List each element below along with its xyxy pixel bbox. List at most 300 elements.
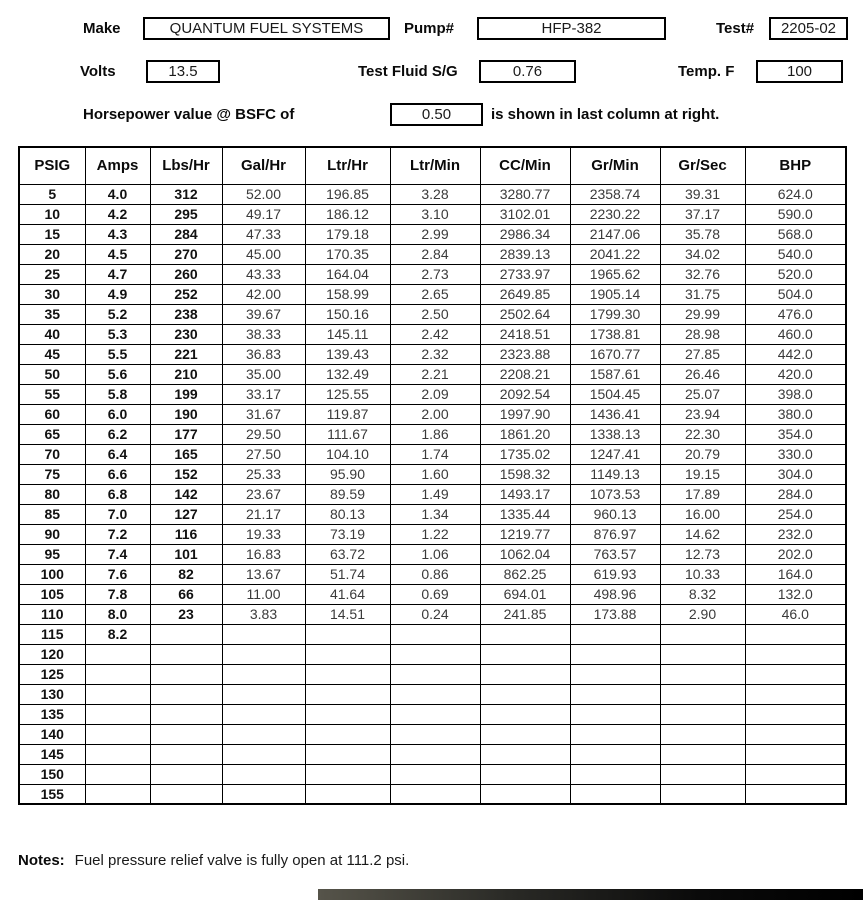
table-cell: 35.78 <box>660 224 745 244</box>
table-cell <box>222 644 305 664</box>
table-header-row <box>19 147 846 184</box>
table-cell <box>660 684 745 704</box>
table-row <box>19 384 846 404</box>
table-cell: 960.13 <box>570 504 660 524</box>
table-cell: 127 <box>150 504 222 524</box>
table-cell: 19.15 <box>660 464 745 484</box>
table-cell <box>305 624 390 644</box>
table-cell: 29.99 <box>660 304 745 324</box>
table-row <box>19 264 846 284</box>
table-cell: 10.33 <box>660 564 745 584</box>
table-cell: 34.02 <box>660 244 745 264</box>
table-cell <box>85 764 150 784</box>
table-cell: 4.9 <box>85 284 150 304</box>
table-cell <box>85 684 150 704</box>
bsfc-suffix-label: is shown in last column at right. <box>491 106 720 123</box>
table-cell: 139.43 <box>305 344 390 364</box>
table-cell <box>390 644 480 664</box>
table-cell <box>390 664 480 684</box>
table-cell <box>660 644 745 664</box>
table-cell: 498.96 <box>570 584 660 604</box>
column-header-ltr-min: Ltr/Min <box>390 147 480 184</box>
table-cell <box>222 744 305 764</box>
table-cell: 1335.44 <box>480 504 570 524</box>
table-row <box>19 464 846 484</box>
table-cell <box>745 724 846 744</box>
table-cell: 73.19 <box>305 524 390 544</box>
table-cell: 6.0 <box>85 404 150 424</box>
table-cell <box>150 664 222 684</box>
table-cell: 876.97 <box>570 524 660 544</box>
table-cell <box>222 764 305 784</box>
table-cell: 20.79 <box>660 444 745 464</box>
table-cell: 105 <box>19 584 85 604</box>
volts-label: Volts <box>80 63 116 80</box>
table-cell: 14.62 <box>660 524 745 544</box>
table-cell: 89.59 <box>305 484 390 504</box>
table-cell: 2147.06 <box>570 224 660 244</box>
table-cell: 116 <box>150 524 222 544</box>
table-cell: 33.17 <box>222 384 305 404</box>
table-cell <box>150 744 222 764</box>
table-cell <box>222 724 305 744</box>
table-cell: 125.55 <box>305 384 390 404</box>
table-cell: 152 <box>150 464 222 484</box>
table-cell: 82 <box>150 564 222 584</box>
table-cell <box>390 744 480 764</box>
table-cell: 27.85 <box>660 344 745 364</box>
table-cell <box>305 644 390 664</box>
table-cell: 2733.97 <box>480 264 570 284</box>
table-cell <box>745 744 846 764</box>
table-cell: 75 <box>19 464 85 484</box>
table-cell: 2323.88 <box>480 344 570 364</box>
table-cell: 3280.77 <box>480 184 570 204</box>
notes-label: Notes: <box>18 852 65 869</box>
table-cell: 41.64 <box>305 584 390 604</box>
table-cell <box>85 644 150 664</box>
table-cell: 29.50 <box>222 424 305 444</box>
table-cell: 862.25 <box>480 564 570 584</box>
table-cell <box>660 744 745 764</box>
table-cell: 2230.22 <box>570 204 660 224</box>
table-cell: 45.00 <box>222 244 305 264</box>
table-cell: 20 <box>19 244 85 264</box>
table-cell: 398.0 <box>745 384 846 404</box>
table-cell <box>85 784 150 804</box>
table-cell <box>305 744 390 764</box>
table-cell: 5.8 <box>85 384 150 404</box>
table-cell: 140 <box>19 724 85 744</box>
table-cell: 460.0 <box>745 324 846 344</box>
table-cell: 23.67 <box>222 484 305 504</box>
test-number-field: 2205-02 <box>769 17 848 40</box>
table-cell: 120 <box>19 644 85 664</box>
table-row <box>19 204 846 224</box>
table-cell <box>480 684 570 704</box>
table-cell: 2358.74 <box>570 184 660 204</box>
table-cell: 27.50 <box>222 444 305 464</box>
table-cell: 252 <box>150 284 222 304</box>
table-cell: 1062.04 <box>480 544 570 564</box>
table-cell: 4.3 <box>85 224 150 244</box>
table-cell: 165 <box>150 444 222 464</box>
table-cell <box>745 644 846 664</box>
table-cell <box>570 624 660 644</box>
table-cell: 210 <box>150 364 222 384</box>
table-cell <box>150 764 222 784</box>
table-cell: 7.0 <box>85 504 150 524</box>
table-cell: 1149.13 <box>570 464 660 484</box>
bsfc-prefix-label: Horsepower value @ BSFC of <box>83 106 295 123</box>
table-cell: 2.84 <box>390 244 480 264</box>
table-cell <box>222 704 305 724</box>
temp-label: Temp. F <box>678 63 735 80</box>
table-cell: 2.21 <box>390 364 480 384</box>
table-cell: 1073.53 <box>570 484 660 504</box>
table-cell <box>570 684 660 704</box>
table-cell: 49.17 <box>222 204 305 224</box>
table-cell: 221 <box>150 344 222 364</box>
table-cell: 284.0 <box>745 484 846 504</box>
table-cell: 95.90 <box>305 464 390 484</box>
table-cell: 254.0 <box>745 504 846 524</box>
table-cell: 1.34 <box>390 504 480 524</box>
table-cell: 19.33 <box>222 524 305 544</box>
table-cell: 694.01 <box>480 584 570 604</box>
table-cell <box>222 624 305 644</box>
table-cell: 1493.17 <box>480 484 570 504</box>
table-row <box>19 304 846 324</box>
table-row <box>19 364 846 384</box>
table-cell: 1587.61 <box>570 364 660 384</box>
table-row <box>19 224 846 244</box>
table-cell <box>150 644 222 664</box>
table-cell: 540.0 <box>745 244 846 264</box>
table-cell: 173.88 <box>570 604 660 624</box>
table-cell <box>660 764 745 784</box>
table-cell: 119.87 <box>305 404 390 424</box>
table-cell: 26.46 <box>660 364 745 384</box>
table-cell: 1861.20 <box>480 424 570 444</box>
table-cell: 70 <box>19 444 85 464</box>
table-cell: 0.86 <box>390 564 480 584</box>
table-cell: 2839.13 <box>480 244 570 264</box>
table-cell: 0.24 <box>390 604 480 624</box>
table-cell <box>390 684 480 704</box>
table-cell: 50 <box>19 364 85 384</box>
table-row <box>19 684 846 704</box>
column-header-ltr-hr: Ltr/Hr <box>305 147 390 184</box>
table-cell <box>480 744 570 764</box>
table-cell: 241.85 <box>480 604 570 624</box>
table-cell <box>570 644 660 664</box>
table-cell: 1338.13 <box>570 424 660 444</box>
table-cell: 2.32 <box>390 344 480 364</box>
table-cell: 2.42 <box>390 324 480 344</box>
scan-artifact-bar <box>318 889 863 900</box>
table-cell: 330.0 <box>745 444 846 464</box>
table-cell: 199 <box>150 384 222 404</box>
table-cell: 135 <box>19 704 85 724</box>
table-cell: 21.17 <box>222 504 305 524</box>
table-cell: 420.0 <box>745 364 846 384</box>
table-cell: 43.33 <box>222 264 305 284</box>
table-cell <box>305 664 390 684</box>
table-cell <box>150 784 222 804</box>
table-cell: 7.8 <box>85 584 150 604</box>
table-cell: 125 <box>19 664 85 684</box>
table-cell <box>745 784 846 804</box>
table-cell <box>150 624 222 644</box>
table-row <box>19 764 846 784</box>
table-cell: 230 <box>150 324 222 344</box>
table-cell: 179.18 <box>305 224 390 244</box>
table-cell <box>570 744 660 764</box>
table-cell: 312 <box>150 184 222 204</box>
table-cell: 202.0 <box>745 544 846 564</box>
table-cell: 5.3 <box>85 324 150 344</box>
table-cell: 504.0 <box>745 284 846 304</box>
table-cell: 7.6 <box>85 564 150 584</box>
table-cell: 95 <box>19 544 85 564</box>
table-cell: 3.10 <box>390 204 480 224</box>
table-cell <box>570 764 660 784</box>
table-cell: 295 <box>150 204 222 224</box>
table-cell: 12.73 <box>660 544 745 564</box>
test-number-label: Test# <box>716 20 755 37</box>
table-cell: 2418.51 <box>480 324 570 344</box>
table-cell: 158.99 <box>305 284 390 304</box>
table-cell <box>745 704 846 724</box>
test-fluid-sg-field: 0.76 <box>479 60 576 83</box>
table-row <box>19 664 846 684</box>
notes <box>18 852 409 869</box>
table-cell: 23 <box>150 604 222 624</box>
table-cell: 100 <box>19 564 85 584</box>
table-cell: 39.67 <box>222 304 305 324</box>
table-cell: 619.93 <box>570 564 660 584</box>
test-fluid-sg-label: Test Fluid S/G <box>358 63 458 80</box>
bsfc-field: 0.50 <box>390 103 483 126</box>
table-cell: 1436.41 <box>570 404 660 424</box>
table-row <box>19 244 846 264</box>
table-cell: 115 <box>19 624 85 644</box>
table-cell: 2649.85 <box>480 284 570 304</box>
table-cell <box>222 684 305 704</box>
table-cell <box>570 664 660 684</box>
table-cell: 30 <box>19 284 85 304</box>
table-body <box>19 184 846 804</box>
table-cell: 4.7 <box>85 264 150 284</box>
table-cell: 196.85 <box>305 184 390 204</box>
table-cell: 51.74 <box>305 564 390 584</box>
table-cell: 380.0 <box>745 404 846 424</box>
table-cell <box>222 784 305 804</box>
table-cell: 1965.62 <box>570 264 660 284</box>
table-cell: 14.51 <box>305 604 390 624</box>
table-cell: 164.0 <box>745 564 846 584</box>
table-cell: 6.4 <box>85 444 150 464</box>
table-cell: 1.06 <box>390 544 480 564</box>
pump-field: HFP-382 <box>477 17 666 40</box>
table-cell: 132.0 <box>745 584 846 604</box>
table-cell: 65 <box>19 424 85 444</box>
table-cell <box>390 724 480 744</box>
notes-text: Fuel pressure relief valve is fully open at 111.2 psi. <box>74 852 410 869</box>
table-cell <box>390 624 480 644</box>
table-cell: 25.33 <box>222 464 305 484</box>
table-cell: 270 <box>150 244 222 264</box>
table-cell: 104.10 <box>305 444 390 464</box>
table-cell: 763.57 <box>570 544 660 564</box>
table-cell: 1997.90 <box>480 404 570 424</box>
table-cell: 60 <box>19 404 85 424</box>
table-cell: 40 <box>19 324 85 344</box>
table-cell: 2.50 <box>390 304 480 324</box>
table-cell: 2.99 <box>390 224 480 244</box>
table-cell: 145 <box>19 744 85 764</box>
table-cell <box>480 664 570 684</box>
table-row <box>19 184 846 204</box>
table-cell: 3.28 <box>390 184 480 204</box>
table-row <box>19 504 846 524</box>
table-cell: 590.0 <box>745 204 846 224</box>
table-cell: 568.0 <box>745 224 846 244</box>
table-cell: 2.00 <box>390 404 480 424</box>
table-cell: 25 <box>19 264 85 284</box>
table-cell: 238 <box>150 304 222 324</box>
table-cell: 85 <box>19 504 85 524</box>
table-cell: 15 <box>19 224 85 244</box>
table-cell: 1.74 <box>390 444 480 464</box>
table-cell <box>85 724 150 744</box>
make-field: QUANTUM FUEL SYSTEMS <box>143 17 390 40</box>
table-cell <box>570 704 660 724</box>
table-cell <box>150 724 222 744</box>
table-cell: 80 <box>19 484 85 504</box>
table-cell: 6.2 <box>85 424 150 444</box>
make-label: Make <box>83 20 121 37</box>
table-cell: 47.33 <box>222 224 305 244</box>
table-cell <box>480 784 570 804</box>
table-cell: 142 <box>150 484 222 504</box>
table-row <box>19 544 846 564</box>
table-row <box>19 644 846 664</box>
table-cell <box>660 664 745 684</box>
table-cell: 111.67 <box>305 424 390 444</box>
column-header-cc-min: CC/Min <box>480 147 570 184</box>
table-row <box>19 724 846 744</box>
table-cell: 2.90 <box>660 604 745 624</box>
table-cell: 1504.45 <box>570 384 660 404</box>
table-cell: 80.13 <box>305 504 390 524</box>
table-cell: 39.31 <box>660 184 745 204</box>
table-cell: 1.60 <box>390 464 480 484</box>
table-cell <box>745 664 846 684</box>
table-cell <box>570 784 660 804</box>
table-cell: 8.2 <box>85 624 150 644</box>
table-cell: 66 <box>150 584 222 604</box>
table-cell: 232.0 <box>745 524 846 544</box>
table-cell <box>660 704 745 724</box>
table-cell: 6.6 <box>85 464 150 484</box>
table-row <box>19 744 846 764</box>
table-cell: 4.5 <box>85 244 150 264</box>
table-cell: 186.12 <box>305 204 390 224</box>
table-cell: 23.94 <box>660 404 745 424</box>
table-cell: 442.0 <box>745 344 846 364</box>
table-cell: 1219.77 <box>480 524 570 544</box>
table-cell: 354.0 <box>745 424 846 444</box>
column-header-gr-sec: Gr/Sec <box>660 147 745 184</box>
column-header-bhp: BHP <box>745 147 846 184</box>
table-cell: 304.0 <box>745 464 846 484</box>
table-cell: 16.83 <box>222 544 305 564</box>
table-cell: 150 <box>19 764 85 784</box>
table-cell: 1598.32 <box>480 464 570 484</box>
table-cell: 7.4 <box>85 544 150 564</box>
volts-field: 13.5 <box>146 60 220 83</box>
table-cell: 2.65 <box>390 284 480 304</box>
table-cell: 190 <box>150 404 222 424</box>
table-cell: 52.00 <box>222 184 305 204</box>
table-cell: 13.67 <box>222 564 305 584</box>
table-row <box>19 524 846 544</box>
table-row <box>19 784 846 804</box>
table-cell <box>85 744 150 764</box>
table-cell: 5.6 <box>85 364 150 384</box>
table-row <box>19 284 846 304</box>
table-cell: 284 <box>150 224 222 244</box>
table-cell: 1670.77 <box>570 344 660 364</box>
table-cell <box>305 764 390 784</box>
table-cell: 3.83 <box>222 604 305 624</box>
table-cell <box>660 624 745 644</box>
table-cell: 1738.81 <box>570 324 660 344</box>
table-cell <box>85 664 150 684</box>
table-cell: 36.83 <box>222 344 305 364</box>
table-cell: 35 <box>19 304 85 324</box>
table-cell: 2092.54 <box>480 384 570 404</box>
table-cell <box>390 764 480 784</box>
table-cell: 38.33 <box>222 324 305 344</box>
table-cell: 0.69 <box>390 584 480 604</box>
table-cell: 5 <box>19 184 85 204</box>
table-cell: 8.0 <box>85 604 150 624</box>
table-cell <box>150 684 222 704</box>
table-row <box>19 484 846 504</box>
column-header-gal-hr: Gal/Hr <box>222 147 305 184</box>
table-cell <box>745 684 846 704</box>
table-cell <box>660 724 745 744</box>
table-cell: 624.0 <box>745 184 846 204</box>
table-cell <box>745 764 846 784</box>
table-row <box>19 604 846 624</box>
table-cell: 90 <box>19 524 85 544</box>
table-cell: 155 <box>19 784 85 804</box>
table-cell: 132.49 <box>305 364 390 384</box>
table-cell <box>222 664 305 684</box>
table-cell <box>570 724 660 744</box>
table-cell: 260 <box>150 264 222 284</box>
column-header-psig: PSIG <box>19 147 85 184</box>
table-cell: 1799.30 <box>570 304 660 324</box>
table-cell: 1.49 <box>390 484 480 504</box>
table-cell: 22.30 <box>660 424 745 444</box>
table-cell: 110 <box>19 604 85 624</box>
table-cell <box>480 704 570 724</box>
